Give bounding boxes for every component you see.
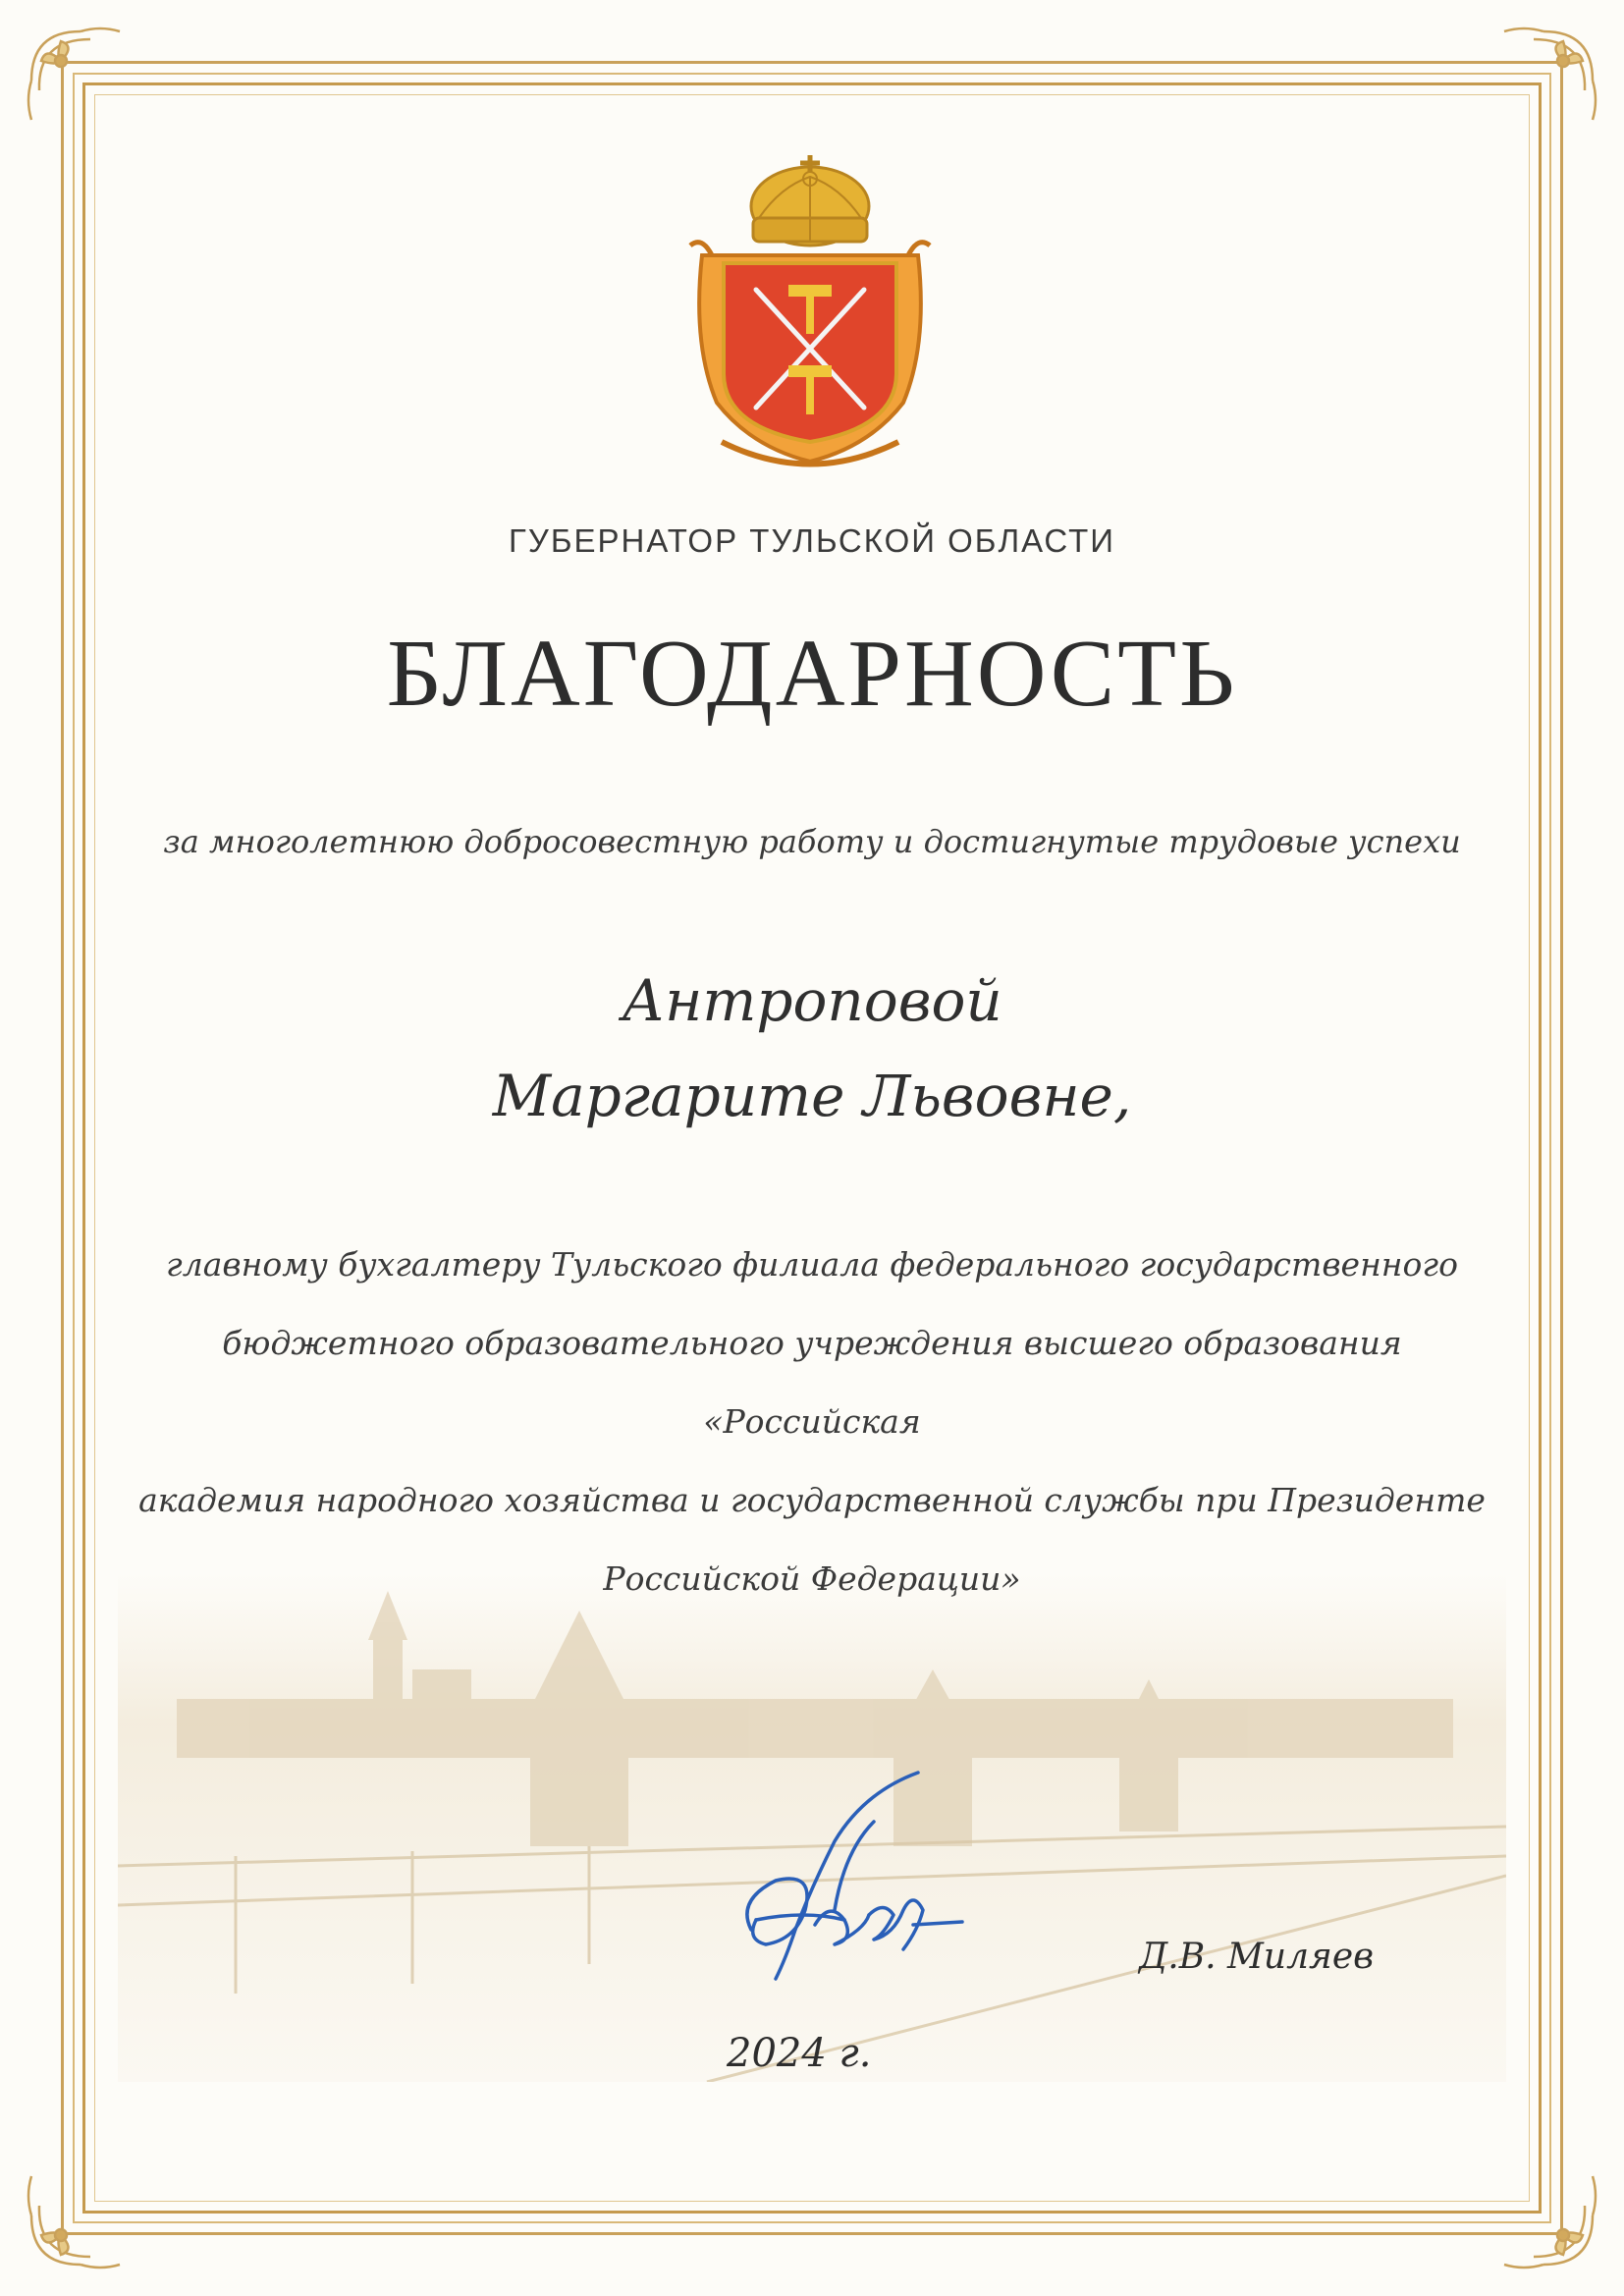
issuer-heading: ГУБЕРНАТОР ТУЛЬСКОЙ ОБЛАСТИ bbox=[508, 522, 1116, 559]
recipient-position bbox=[137, 1226, 1487, 1618]
crown-icon bbox=[751, 155, 869, 246]
tula-coat-of-arms-icon bbox=[682, 147, 938, 476]
ornament-corner-icon bbox=[1494, 2166, 1602, 2274]
position-line: Российской Федерации» bbox=[603, 1559, 1021, 1598]
issue-year: 2024 г. bbox=[727, 2031, 872, 2076]
signatory-name: Д.В. Миляев bbox=[1139, 1937, 1375, 1977]
position-line: главному бухгалтеру Тульского филиала федерального государственного bbox=[166, 1245, 1458, 1284]
position-line: бюджетного образовательного учреждения высшего образования «Российская bbox=[222, 1324, 1402, 1441]
position-line: академия народного хозяйства и государственной службы при Президенте bbox=[138, 1481, 1486, 1519]
award-reason: за многолетнюю добросовестную работу и достигнутые трудовые успехи bbox=[163, 823, 1461, 860]
ornament-corner-icon bbox=[22, 22, 130, 130]
recipient-surname: Антроповой bbox=[622, 967, 1002, 1034]
recipient-given-names: Маргарите Львовне, bbox=[492, 1063, 1132, 1129]
document-title: БЛАГОДАРНОСТЬ bbox=[386, 621, 1238, 727]
ornament-corner-icon bbox=[1494, 22, 1602, 130]
ornament-corner-icon bbox=[22, 2166, 130, 2274]
handwritten-signature bbox=[717, 1763, 982, 1998]
